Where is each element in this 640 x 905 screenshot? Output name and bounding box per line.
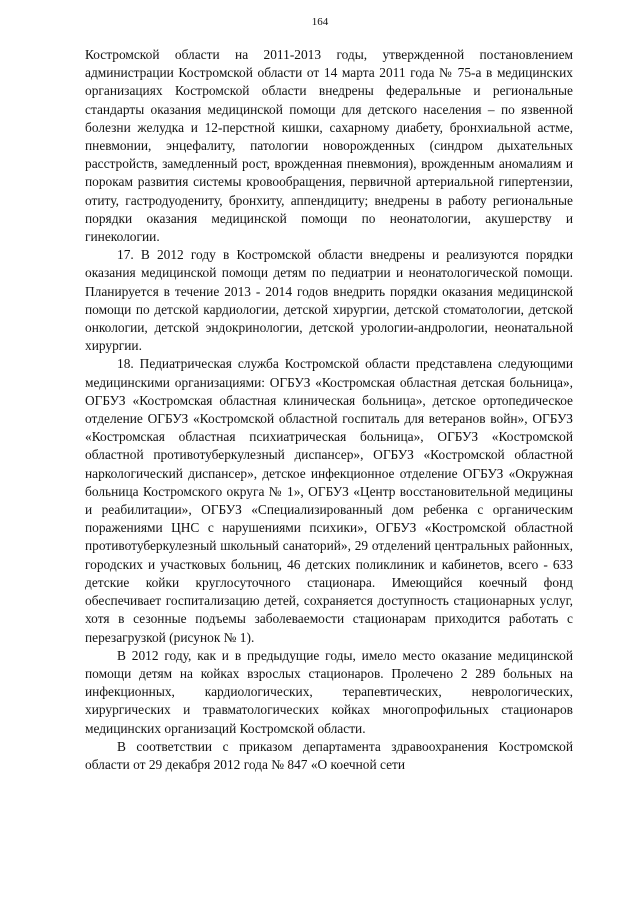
paragraph: В 2012 году, как и в предыдущие годы, имело место оказание медицинской помощи детям на койках взрослых стационаров. Пролечено 2 289 больных на инфекционных, кардиологических, терапевтических, неврологических, хирургических и травматологических койках многопрофильных стационаров медицинских организаций Костромской области.	[85, 647, 573, 736]
paragraph: В соответствии с приказом департамента здравоохранения Костромской области от 29 декабря 2012 года № 847 «О коечной сети	[85, 738, 573, 772]
page-number: 164	[311, 16, 329, 28]
paragraph: 17. В 2012 году в Костромской области внедрены и реализуются порядки оказания медицинской помощи детям по педиатрии и неонатологической помощи. Планируется в течение 2013 - 2014 годов внедрить порядки оказания медицинской помощи по детской кардиологии, детской хирургии, детской стоматологии, детской онкологии, детской эндокринологии, детской урологии-андрологии, неонатальной хирургии.	[85, 247, 573, 354]
document-body	[85, 46, 573, 774]
paragraph: 18. Педиатрическая служба Костромской области представлена следующими медицинскими организациями: ОГБУЗ «Костромская областная детская больница», ОГБУЗ «Костромская областная клиническая больница», детское ортопедическое отделение ОГБУЗ «Костромской областной госпиталь для ветеранов войн», ОГБУЗ «Костромская областная психиатрическая больница», ОГБУЗ «Костромской областной противотуберкулезный диспансер», ОГБУЗ «Костромской областной наркологический диспансер», детское инфекционное отделение ОГБУЗ «Окружная больница Костромского округа № 1», ОГБУЗ «Центр восстановительной медицины и реабилитации», ОГБУЗ «Специализированный дом ребенка с органическим поражениями ЦНС с нарушениями психики», ОГБУЗ «Костромской областной противотуберкулезный школьный санаторий», 29 отделений центральных районных, городских и участковых больниц, 46 детских поликлиник и кабинетов, всего - 633 детские койки круглосуточного стационара. Имеющийся коечный фонд обеспечивает госпитализацию детей, сохраняется доступность стационарных услуг, хотя в сезонные подъемы заболеваемости стационарам приходится работать с перезагрузкой (рисунок № 1).	[85, 356, 573, 645]
paragraph: Костромской области на 2011-2013 годы, утвержденной постановлением администрации Костромской области от 14 марта 2011 года № 75-а в медицинских организациях Костромской области внедрены федеральные и региональные стандарты оказания медицинской помощи для детского населения – по язвенной болезни желудка и 12-перстной кишки, сахарному диабету, бронхиальной астме, пневмонии, энцефалиту, патологии новорожденных (синдром дыхательных расстройств, замедленный рост, врожденная пневмония), врожденным аномалиям и порокам развития системы кровообращения, первичной артериальной гипертензии, отиту, гастродуодениту, бронхиту, аппендициту; внедрены в работу региональные порядки оказания медицинской помощи по неонатологии, акушерству и гинекологии.	[85, 47, 573, 245]
